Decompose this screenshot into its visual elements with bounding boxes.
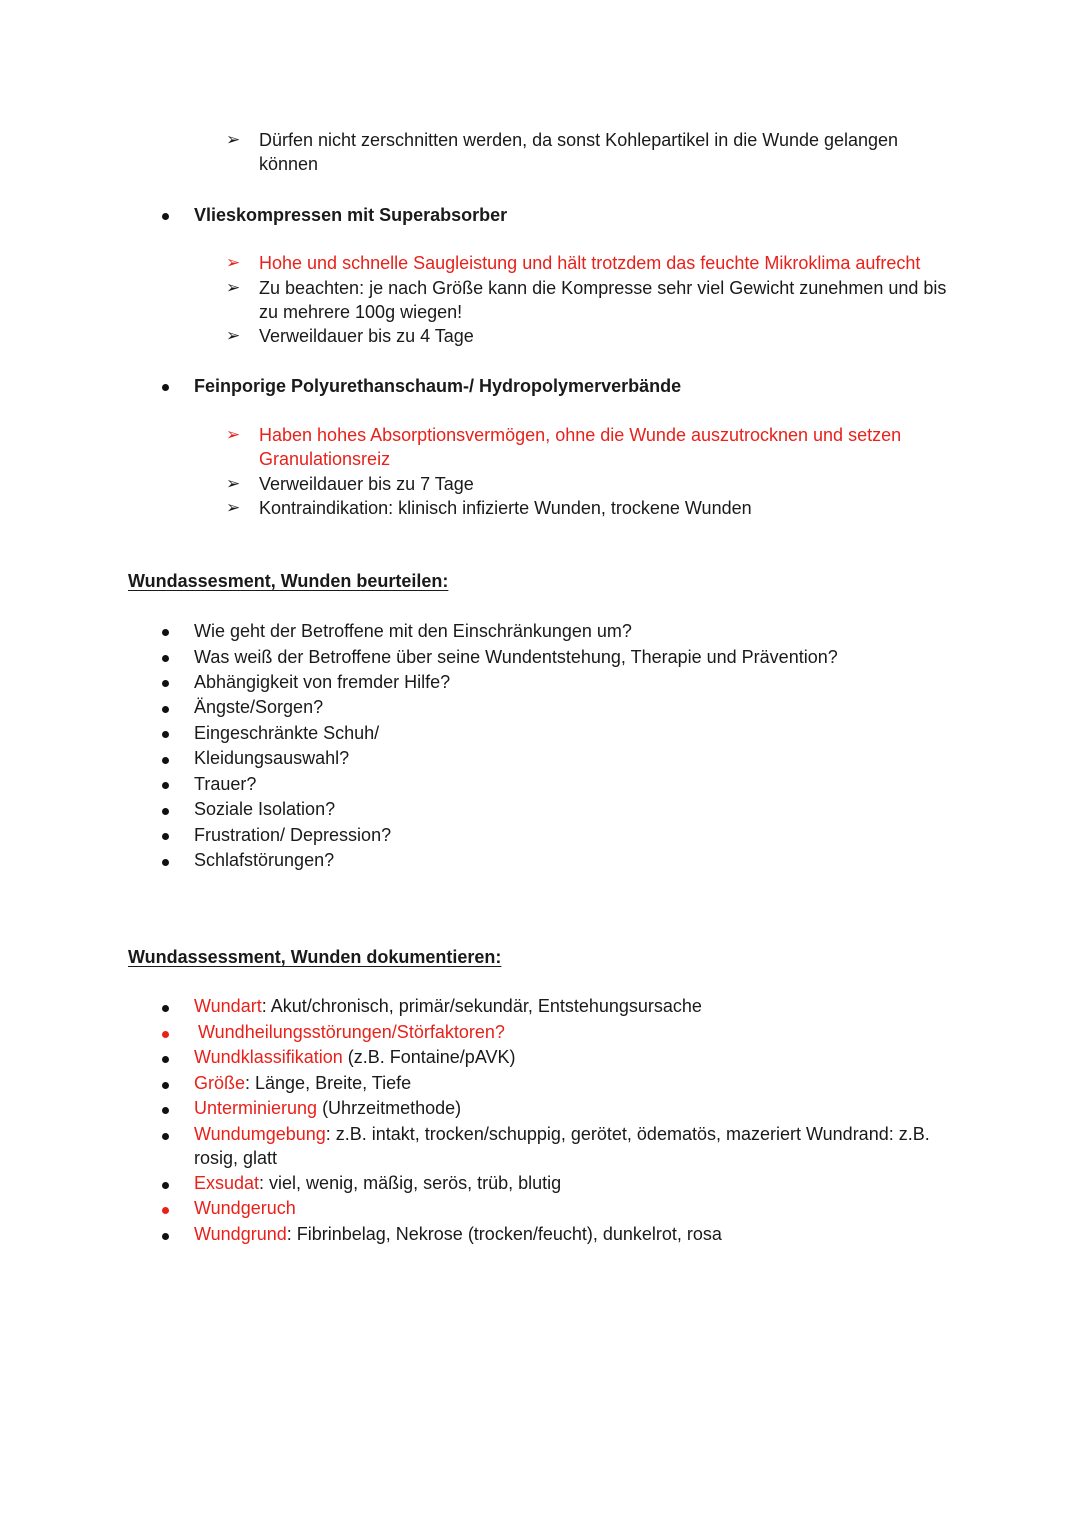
dokumentieren-item-continuation — [194, 1148, 277, 1169]
beurteilen-item: Frustration/ Depression? — [194, 825, 392, 845]
bullet-icon — [162, 833, 169, 840]
beurteilen-item: Abhängigkeit von fremder Hilfe? — [194, 672, 451, 692]
schaum-item: Haben hohes Absorptionsvermögen, ohne die Wunde auszutrocknen und setzen — [259, 425, 902, 445]
detail: (z.B. Fontaine/pAVK) — [342, 1047, 516, 1067]
bullet-icon — [162, 1005, 169, 1012]
detail: rosig, glatt — [194, 1148, 278, 1168]
term: Exsudat — [194, 1173, 260, 1193]
schaum-item: Verweildauer bis zu 7 Tage — [259, 474, 474, 494]
term: Größe — [194, 1073, 246, 1093]
kohle-note-line1: Dürfen nicht zerschnitten werden, da sonst Kohlepartikel in die Wunde gelangen — [259, 130, 899, 150]
schaum-item: Kontraindikation: klinisch infizierte Wunden, trockene Wunden — [259, 498, 752, 518]
bullet-icon — [162, 1133, 169, 1140]
bullet-icon — [162, 1056, 169, 1063]
beurteilen-item: Soziale Isolation? — [194, 799, 336, 819]
vlies-item: Zu beachten: je nach Größe kann die Kompresse sehr viel Gewicht zunehmen und bis — [259, 278, 947, 298]
bullet-icon — [162, 808, 169, 815]
bullet-icon — [162, 731, 169, 738]
bullet-icon — [162, 859, 169, 866]
bullet-icon — [162, 757, 169, 764]
schaum-item: Granulationsreiz — [259, 449, 391, 469]
bullet-icon — [162, 1107, 169, 1114]
bullet-icon — [162, 1082, 169, 1089]
term: Wundart — [194, 996, 262, 1016]
dokumentieren-item — [194, 1047, 516, 1068]
bullet-icon — [162, 629, 169, 636]
arrow-bullet-icon: ➢ — [226, 425, 241, 444]
arrow-bullet-icon: ➢ — [226, 474, 241, 493]
beurteilen-item: Trauer? — [194, 774, 257, 794]
bullet-icon — [162, 680, 169, 687]
arrow-bullet-icon: ➢ — [226, 498, 241, 517]
detail: : Fibrinbelag, Nekrose (trocken/feucht), dunkelrot, rosa — [286, 1224, 722, 1244]
kohle-note-line2: können — [259, 154, 319, 174]
beurteilen-item: Schlafstörungen? — [194, 850, 335, 870]
detail: : z.B. intakt, trocken/schuppig, gerötet, ödematös, mazeriert Wundrand: z.B. — [325, 1124, 930, 1144]
bullet-icon — [162, 782, 169, 789]
bullet-icon — [162, 384, 169, 391]
schaum-title: Feinporige Polyurethanschaum-/ Hydropolymerverbände — [194, 376, 682, 396]
beurteilen-item: Ängste/Sorgen? — [194, 697, 324, 717]
term: Wundheilungsstörungen/Störfaktoren? — [198, 1022, 505, 1042]
detail: (Uhrzeitmethode) — [317, 1098, 462, 1118]
bullet-icon — [162, 1031, 169, 1038]
dokumentieren-item — [198, 1022, 505, 1043]
dokumentieren-item — [194, 1098, 461, 1119]
detail: : Länge, Breite, Tiefe — [245, 1073, 412, 1093]
dokumentieren-item — [194, 996, 702, 1017]
dokumentieren-item — [194, 1198, 296, 1219]
detail: : Akut/chronisch, primär/sekundär, Entstehungsursache — [261, 996, 702, 1016]
term: Wundklassifikation — [194, 1047, 343, 1067]
beurteilen-heading: Wundassesment, Wunden beurteilen: — [128, 571, 449, 591]
vlies-item: Hohe und schnelle Saugleistung und hält trotzdem das feuchte Mikroklima aufrecht — [259, 253, 921, 273]
bullet-icon — [162, 1233, 169, 1240]
dokumentieren-item — [194, 1124, 930, 1145]
bullet-icon — [162, 213, 169, 220]
arrow-bullet-icon: ➢ — [226, 278, 241, 297]
vlies-item: Verweildauer bis zu 4 Tage — [259, 326, 474, 346]
term: Wundgrund — [194, 1224, 287, 1244]
bullet-icon — [162, 1207, 169, 1214]
term: Wundumgebung — [194, 1124, 326, 1144]
beurteilen-item: Kleidungsauswahl? — [194, 748, 350, 768]
vlies-item: zu mehrere 100g wiegen! — [259, 302, 463, 322]
term: Unterminierung — [194, 1098, 318, 1118]
bullet-icon — [162, 655, 169, 662]
beurteilen-item: Wie geht der Betroffene mit den Einschränkungen um? — [194, 621, 632, 641]
vlies-title: Vlieskompressen mit Superabsorber — [194, 205, 508, 225]
term: Wundgeruch — [194, 1198, 296, 1218]
dokumentieren-item — [194, 1173, 561, 1194]
arrow-bullet-icon: ➢ — [226, 130, 241, 149]
dokumentieren-item — [194, 1073, 411, 1094]
bullet-icon — [162, 1182, 169, 1189]
beurteilen-item: Eingeschränkte Schuh/ — [194, 723, 380, 743]
arrow-bullet-icon: ➢ — [226, 253, 241, 272]
beurteilen-item: Was weiß der Betroffene über seine Wundentstehung, Therapie und Prävention? — [194, 647, 838, 667]
arrow-bullet-icon: ➢ — [226, 326, 241, 345]
dokumentieren-item — [194, 1224, 722, 1245]
bullet-icon — [162, 706, 169, 713]
dokumentieren-heading: Wundassessment, Wunden dokumentieren: — [128, 947, 502, 967]
detail: : viel, wenig, mäßig, serös, trüb, blutig — [259, 1173, 562, 1193]
